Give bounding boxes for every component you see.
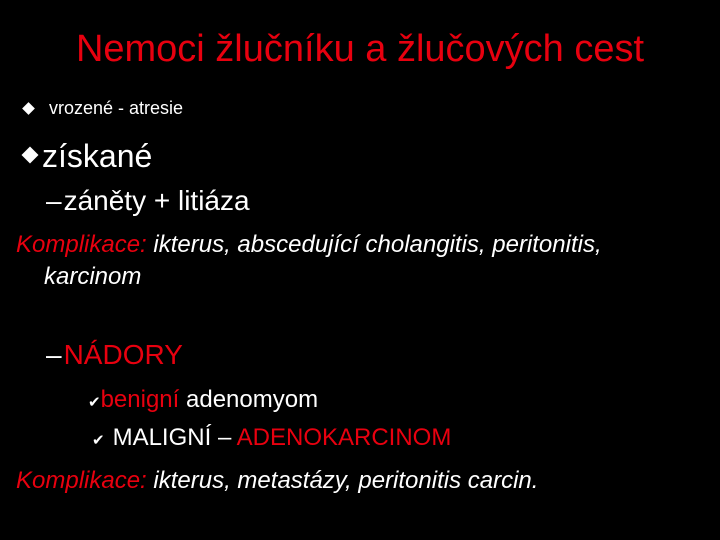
complications-text-continued: karcinom bbox=[44, 263, 142, 290]
slide-title: Nemoci žlučníku a žlučových cest bbox=[75, 28, 645, 70]
complications-paragraph-2 bbox=[16, 466, 538, 496]
complications-label: Komplikace: bbox=[16, 231, 147, 258]
subitem-inflammation bbox=[46, 184, 250, 218]
bullet-malignant bbox=[92, 424, 451, 454]
complications-paragraph-1 bbox=[16, 230, 602, 260]
acquired-text: získané bbox=[42, 138, 153, 174]
complications-text: ikterus, abscedující cholangitis, peritonitis, bbox=[153, 231, 602, 258]
malignant-dash: – bbox=[217, 424, 232, 451]
complications-text: ikterus, metastázy, peritonitis carcin. bbox=[153, 467, 539, 494]
bullet-benign bbox=[88, 386, 318, 416]
checkmark-icon: ✔ bbox=[92, 431, 105, 449]
dash-marker: – bbox=[46, 185, 62, 216]
dash-marker: – bbox=[46, 339, 62, 370]
diamond-icon bbox=[22, 147, 39, 164]
subitem-tumors bbox=[46, 338, 183, 372]
complications-paragraph-1-continued bbox=[44, 262, 141, 292]
malignant-label: MALIGNÍ bbox=[112, 424, 212, 451]
tumors-text: NÁDORY bbox=[63, 339, 183, 370]
checkmark-icon: ✔ bbox=[88, 393, 101, 411]
congenital-text: vrozené - atresie bbox=[49, 98, 184, 118]
bullet-acquired bbox=[20, 136, 152, 176]
benign-label: benigní bbox=[100, 386, 180, 413]
benign-text: adenomyom bbox=[186, 386, 319, 413]
diamond-icon bbox=[22, 102, 35, 115]
complications-label: Komplikace: bbox=[16, 467, 147, 494]
inflammation-text: záněty + litiáza bbox=[63, 185, 250, 216]
malignant-text: ADENOKARCINOM bbox=[236, 424, 452, 451]
bullet-congenital bbox=[24, 96, 183, 120]
